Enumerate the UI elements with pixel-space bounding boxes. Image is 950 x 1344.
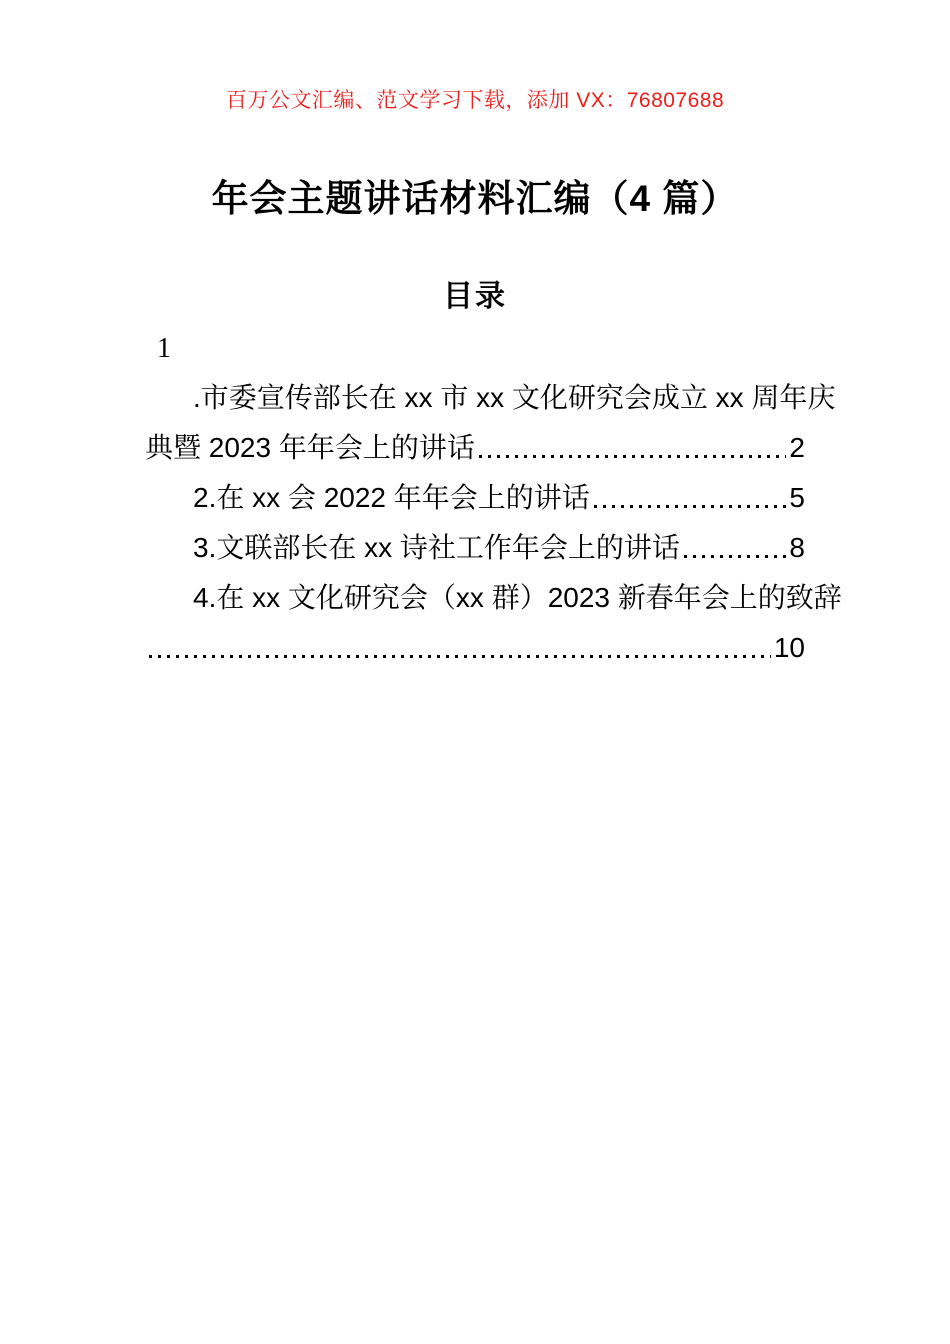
- toc-page-number: 10: [773, 632, 805, 664]
- toc-entry-text: 2.在 xx 会 2022 年年会上的讲话: [193, 482, 590, 514]
- toc-line: [145, 415, 805, 465]
- toc-entry-text: 3.文联部长在 xx 诗社工作年会上的讲话: [193, 532, 680, 564]
- toc-entry-text: 4.在 xx 文化研究会（xx 群）2023 新春年会上的致辞: [193, 582, 842, 614]
- toc-page-number: 8: [789, 532, 805, 564]
- toc-heading: 目录: [443, 280, 507, 313]
- dot-leader: [479, 455, 787, 458]
- toc-line: [145, 615, 805, 665]
- promo-header-note: 百万公文汇编、范文学习下载，添加 VX：76807688: [225, 89, 725, 112]
- toc-line: [145, 365, 836, 415]
- toc-page-number: 5: [789, 482, 805, 514]
- document-title: 年会主题讲话材料汇编（4 篇）: [211, 178, 739, 219]
- toc-line: [145, 515, 805, 565]
- toc-stray-number: 1: [157, 333, 171, 364]
- toc-page-number: 2: [789, 432, 805, 464]
- table-of-contents: [145, 315, 842, 665]
- dot-leader: [594, 505, 787, 508]
- toc-entry-text: .市委宣传部长在 xx 市 xx 文化研究会成立 xx 周年庆: [193, 382, 836, 414]
- toc-line: [145, 465, 805, 515]
- dot-leader: [684, 555, 787, 558]
- toc-entry-text: 典暨 2023 年年会上的讲话: [145, 432, 475, 464]
- dot-leader: [149, 655, 771, 658]
- toc-line: [145, 565, 842, 615]
